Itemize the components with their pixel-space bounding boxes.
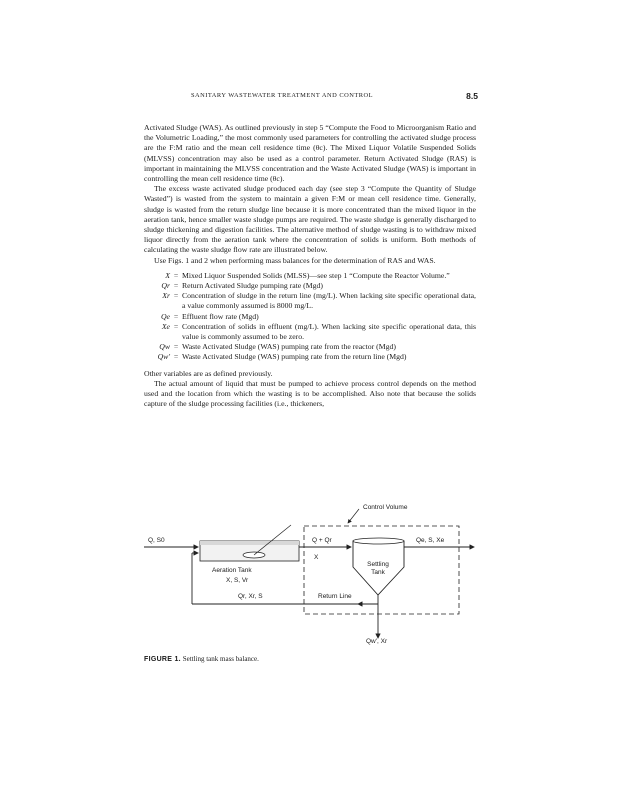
paragraph-1: Activated Sludge (WAS). As outlined previously in step 5 “Compute the Food to Microorganism Ratio and the Volumetric Loading,” the most commonly used parameters for controlling the activated sludge process are the F:M ratio and the mean cell residence time (θc). The Mixed Liquor Volatile Suspended Solids (MLVSS) concentration may also be used as a control parameter. Return Activated Sludge (RAS) is important in maintaining the MLVSS concentration and the Waste Activated Sludge (WAS) is important in controlling the mean cell residence time (θc). [144, 123, 476, 184]
paragraph-2: The excess waste activated sludge produced each day (see step 3 “Compute the Quantity of Sludge Wasted”) is wasted from the system to maintain a given F:M or mean cell residence time. Generally, sludge is wasted from the return sludge line because it is more concentrated than the mixed liquor in the aeration tank, hence smaller waste sludge pumps are required. The waste sludge is generally discharged to sludge thickening and digestion facilities. The alternative method of sludge wasting is to withdraw mixed liquor directly from the aeration tank where the concentration of solids is uniform. Both methods of calculating the waste sludge flow rate are illustrated below. [144, 184, 476, 255]
variable-symbol: Qr [161, 281, 170, 291]
caption-text: Settling tank mass balance. [182, 655, 259, 663]
variable-symbol: Xr [162, 291, 170, 301]
variable-definition: Return Activated Sludge pumping rate (Mgd) [182, 281, 323, 291]
page-header [144, 92, 478, 104]
variable-item: Xr = Concentration of sludge in the return line (mg/L). When lacking site specific operational data, a value commonly assumed is 8000 mg/L. [144, 291, 476, 311]
settling-tank-label: Settling Tank [367, 561, 389, 576]
variable-item: Qr = Return Activated Sludge pumping rate (Mgd) [144, 281, 476, 291]
variable-symbol: X [165, 270, 170, 280]
variable-definition: Effluent flow rate (Mgd) [182, 311, 259, 321]
variable-item: X = Mixed Liquor Suspended Solids (MLSS)—see step 1 “Compute the Reactor Volume.” [144, 271, 476, 281]
paragraph-4: Other variables are as defined previously. [144, 368, 273, 378]
variable-definition: Concentration of sludge in the return line (mg/L). When lacking site specific operational data, a value commonly assumed is 8000 mg/L. [182, 291, 476, 311]
control-volume-pointer [348, 509, 359, 523]
mixed-concentration-label: X [314, 554, 319, 561]
figure-caption [144, 655, 259, 663]
variable-list [144, 271, 476, 363]
paragraph-5: The actual amount of liquid that must be pumped to achieve process control depends on the method used and the location from which the wasting is to be accomplished. Also note that because the solids capture of the sludge processing facilities (i.e., thickeners, [144, 378, 476, 409]
influent-label: Q, S0 [148, 537, 165, 544]
variable-item: Qw' = Waste Activated Sludge (WAS) pumping rate from the return line (Mgd) [144, 352, 476, 362]
variable-definition: Waste Activated Sludge (WAS) pumping rate from the reactor (Mgd) [182, 342, 396, 352]
variable-definition: Mixed Liquor Suspended Solids (MLSS)—see step 1 “Compute the Reactor Volume.” [182, 270, 450, 280]
running-title: SANITARY WASTEWATER TREATMENT AND CONTROL [191, 92, 374, 99]
caption-label: FIGURE 1. [144, 656, 181, 663]
variable-symbol: Qw [159, 342, 170, 352]
variable-definition: Concentration of solids in effluent (mg/L). When lacking site specific operational data, this value is commonly assumed to be zero. [182, 321, 476, 342]
return-variables-label: Qr, Xr, S [238, 593, 263, 600]
variable-item: Qe = Effluent flow rate (Mgd) [144, 312, 476, 322]
variable-definition: Waste Activated Sludge (WAS) pumping rate from the return line (Mgd) [182, 352, 407, 362]
variable-item: Qw = Waste Activated Sludge (WAS) pumping rate from the reactor (Mgd) [144, 342, 476, 352]
variable-symbol: Xe [161, 321, 170, 331]
body-text [144, 123, 476, 409]
variable-item: Xe = Concentration of solids in effluent (mg/L). When lacking site specific operational data, this value is commonly assumed to be zero. [144, 322, 476, 342]
paragraph-3: Use Figs. 1 and 2 when performing mass balances for the determination of RAS and WAS. [154, 255, 436, 265]
variable-symbol: Qw' [157, 352, 170, 362]
control-volume-label: Control Volume [363, 504, 408, 511]
aeration-tank-label: Aeration Tank [212, 567, 252, 574]
return-line-label: Return Line [318, 593, 352, 600]
waste-label: Qw', Xr [366, 638, 388, 645]
settling-tank-diagram [144, 497, 476, 647]
figure-1 [144, 497, 476, 647]
effluent-label: Qe, S, Xe [416, 537, 445, 544]
mixed-flow-label: Q + Qr [312, 537, 332, 544]
tank-variables-label: X, S, Vr [226, 577, 249, 584]
variable-symbol: Qe [160, 311, 170, 321]
page-number: 8.5 [466, 91, 478, 101]
